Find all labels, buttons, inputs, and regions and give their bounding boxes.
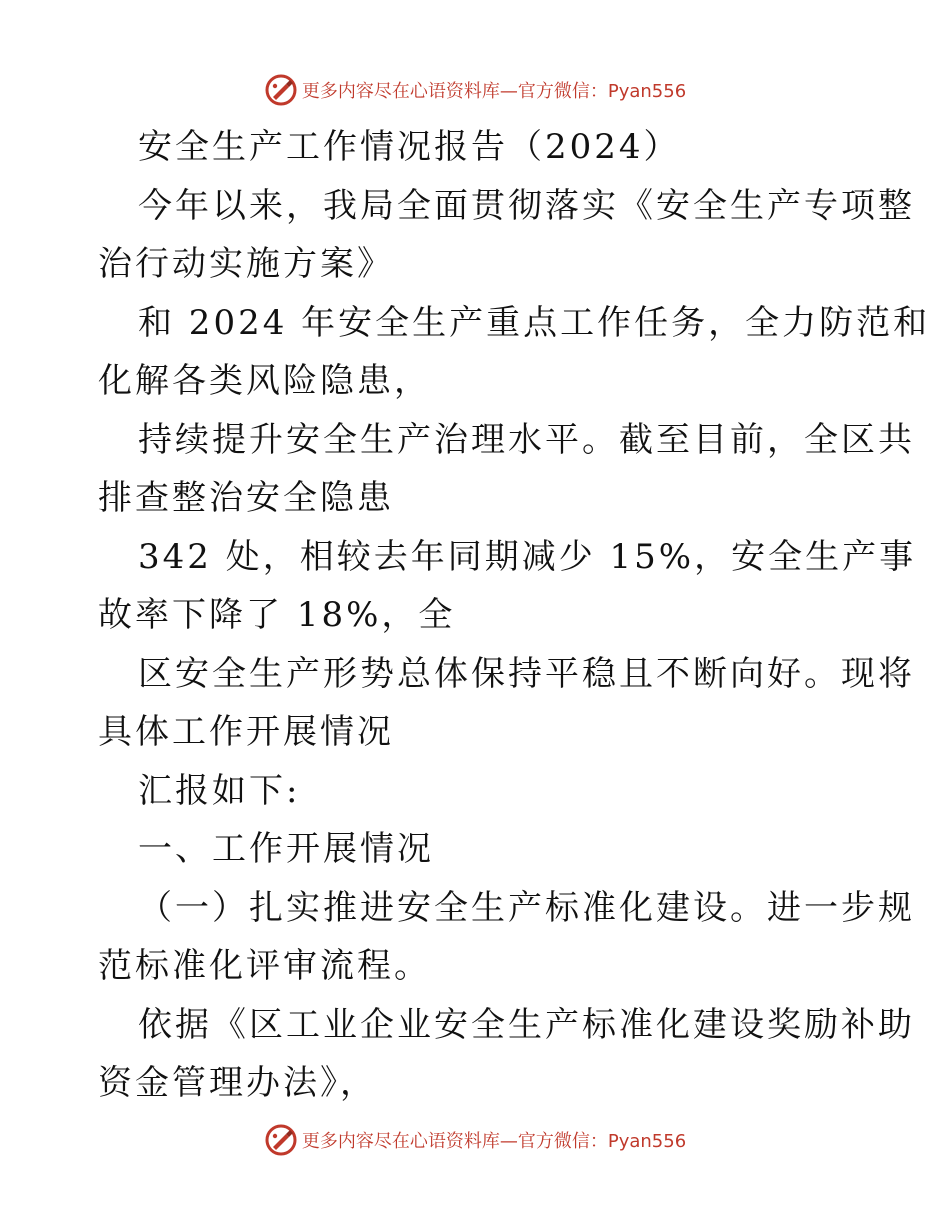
paragraph-line: 和 2024 年安全生产重点工作任务，全力防范和 (138, 302, 931, 343)
paragraph-line: 治行动实施方案》 (98, 244, 394, 284)
footer-watermark (0, 1120, 950, 1160)
watermark-dash: — (499, 1131, 518, 1152)
watermark-wechat-id: Pyan556 (607, 81, 687, 102)
paragraph-line: 今年以来，我局全面贯彻落实《安全生产专项整 (138, 185, 915, 226)
document-body (98, 118, 931, 1113)
watermark-site: 更多内容尽在心语资料库 (301, 81, 500, 102)
paragraph-line: 排查整治安全隐患 (98, 478, 394, 518)
paragraph-line: 具体工作开展情况 (98, 712, 394, 752)
paragraph-line: 汇报如下: (138, 770, 301, 811)
paragraph-line: 342 处，相较去年同期减少 15%，安全生产事 (138, 536, 917, 577)
paragraph-line: 区安全生产形势总体保持平稳且不断向好。现将 (138, 653, 915, 694)
document-title: 安全生产工作情况报告（2024） (138, 127, 681, 167)
header-watermark (0, 70, 950, 110)
subsection-heading: （一）扎实推进安全生产标准化建设。进一步规 (138, 887, 915, 928)
paragraph-line: 持续提升安全生产治理水平。截至目前，全区共 (138, 419, 915, 460)
watermark-dash: — (499, 81, 518, 102)
watermark-site: 更多内容尽在心语资料库 (301, 1131, 500, 1152)
paragraph-line: 资金管理办法》， (98, 1063, 377, 1103)
paragraph-line: 范标准化评审流程。 (98, 946, 431, 986)
red-pen-seal-icon (264, 1123, 298, 1157)
paragraph-line: 故率下降了 18%，全 (98, 595, 456, 635)
section-heading: 一、工作开展情况 (138, 829, 434, 869)
watermark-wechat-label: 官方微信： (517, 1131, 608, 1152)
red-pen-seal-icon (264, 73, 298, 107)
watermark-wechat-id: Pyan556 (607, 1131, 687, 1152)
watermark-text (302, 1127, 686, 1153)
paragraph-line: 依据《区工业企业安全生产标准化建设奖励补助 (138, 1004, 915, 1045)
paragraph-line: 化解各类风险隐患， (98, 361, 431, 401)
watermark-wechat-label: 官方微信： (517, 81, 608, 102)
watermark-text (302, 77, 686, 103)
